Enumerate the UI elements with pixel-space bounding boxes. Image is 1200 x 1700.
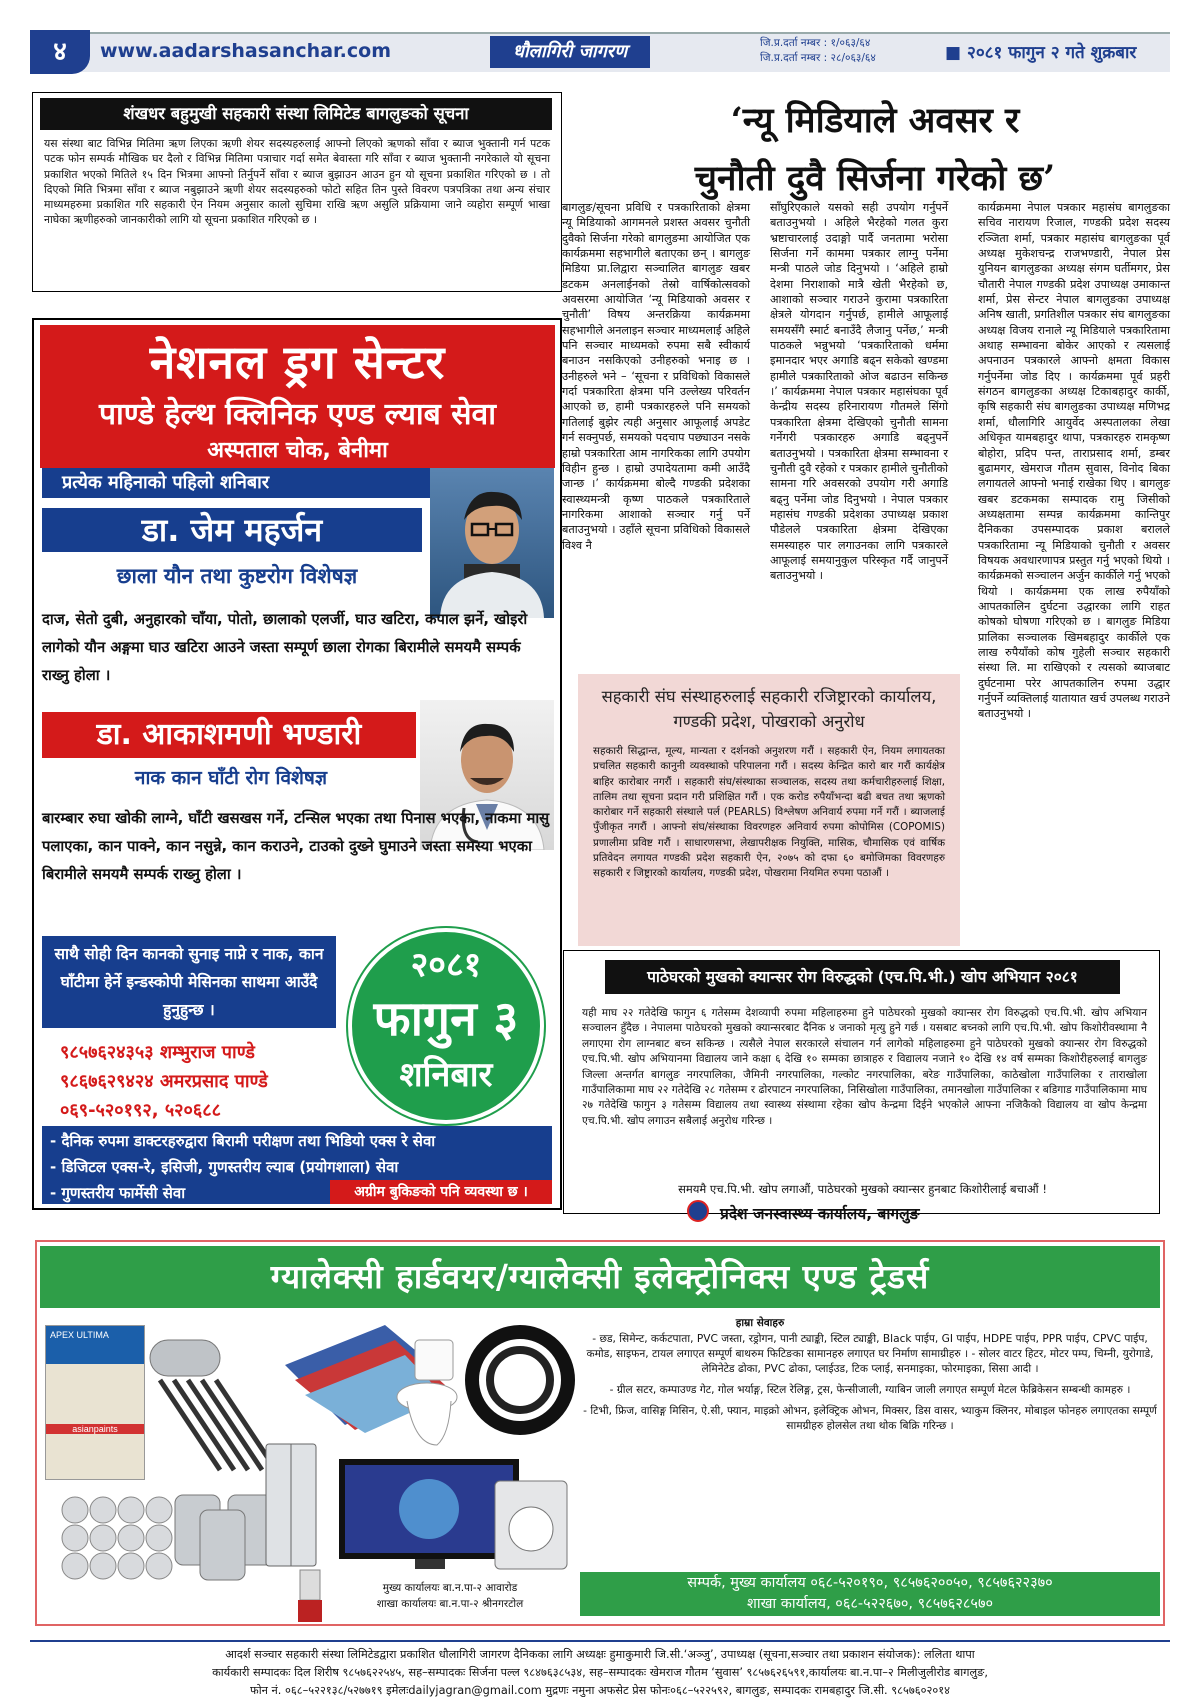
galaxy-offices: [335, 1580, 565, 1612]
booking-note: अग्रीम बुकिङको पनि व्यवस्था छ ।: [330, 1180, 552, 1204]
toilet-image: [385, 1335, 465, 1455]
drug-ad-first-saturday: प्रत्येक महिनाको पहिलो शनिबार: [42, 468, 430, 498]
hpv-notice-body: यही माघ २२ गतेदेखि फागुन ६ गतेसम्म देशव्यापी रुपमा महिलाहरुमा हुने पाठेघरको मुखको क्यान्सर रोग विरुद्धको एच.पि.भी. खोप अभियान सञ्चालन हुँदैछ । नेपालमा पाठेघरको मुखको क्यान्सरबाट दैनिक ४ जनाको मृत्यु हुने गर्छ । यसबाट बच्नको लागि एच.पि.भी. खोप किशोरीवस्थामा नै लगाएमा रोग लाग्नबाट बच्न सकिन्छ । त्यसैले नेपाल सरकारले संचालन गर्न लागेको महिलाहरुमा हुने पाठेघरको मुखको क्यान्सर रोग विरुद्धको एच.पि.भी. खोप अभियानमा विद्यालय जाने कक्षा ६ देखि १० सम्मका छात्राहरु र विद्यालय नजाने १० देखि १४ वर्ष सम्मका किशोरीहरुलाई बागलुङ जिल्ला अन्तर्गत बागलुङ नगरपालिका, जैमिनी नगरपालिका, गल्कोट नगरपालिका, बरेङ गाउँपालिका, काठेखोला गाउँपालिका र ताराखोला गाउँपालिकामा माघ २२ गतेदेखि २८ गतेसम्म र ढोरपाटन नगरपालिका, निसिखोला गाउँपालिका, तमानखोला गाउँपालिका र बडिगाड गाउँपालिकामा माघ २७ गतेदेखि फागुन ३ गतेसम्म विद्यालय तथा स्वास्थ्य संस्थामा रहेका खोप केन्द्रमा दिईने भएकोले आफ्ना नजिकैको विद्यालय वा खोप केन्द्रमा एच.पि.भी. खोप लगाउन सबैलाई अनुरोध गरिन्छ ।: [582, 1007, 1147, 1127]
drug-ad-location: अस्पताल चोक, बेनीमा: [207, 438, 388, 463]
drug-ad-subtitle: पाण्डे हेल्थ क्लिनिक एण्ड ल्याब सेवा: [99, 397, 496, 432]
date-day: शनिबार: [399, 1055, 493, 1095]
article-column-2: साँघुरिएकाले यसको सही उपयोग गर्नुपर्ने बताउनुभयो । अहिले भैरहेको गलत कुरा भ्रष्टाचारलाई उदाङ्गो पार्दै जनतामा भरोसा सिर्जना गर्ने काममा पत्रकार लाग्नु पर्नेमा मन्त्री पाठले जोड दिनुभयो । ‘अहिले हाम्रो देशमा निराशाको मात्रै खेती भैरहेको छ, आशाको सञ्चार गराउने कुरामा पत्रकारिता क्षेत्रले योगदान गर्नुपर्छ, हामीले आफूलाई समयसँगै स्मार्ट बनाउँदै लैजानु पर्नेछ,’ मन्त्री पाठकले भन्नुभयो ‘पत्रकारिताको धर्ममा इमानदार भएर अगाडि बढ्न सकेको खण्डमा हामीले पत्रकारिताको ओज बढाउन सकिन्छ ।’ कार्यक्रममा नेपाल पत्रकार महासंघका पूर्व केन्द्रीय सदस्य हरिनारायण गौतमले सिंगो पत्रकारिता क्षेत्रमा देखिएको चुनौती सामना गर्नेगरी पत्रकारहरु अगाडि बढ्नुपर्ने बताउनुभयो । पत्रकारिता क्षेत्रमा सम्भावना र चुनौती दुवै रहेको र पत्रकार हामीले चुनौतीको सामना गरि अवसरको उपयोग गरी अगाडि बढ्नु पर्नेमा जोड दिनुभयो । नेपाल पत्रकार महासंघ गण्डकी प्रदेशका उपाध्यक्ष प्रकाश पौडेलले पत्रकारिता क्षेत्रमा देखिएका समस्याहरु पार लगाउनका लागि पत्रकारले आफूलाई समयानुकुल परिस्कृत गर्दै जानुपर्ने बताउनुभयो ।: [770, 201, 948, 583]
service-3: - गुणस्तरीय फार्मेसी सेवा: [50, 1184, 186, 1202]
page-number: ४: [30, 30, 90, 74]
date-month: फागुन ३: [373, 991, 519, 1047]
galaxy-service-2: - ग्रील सटर, कम्पाउण्ड गेट, गोल भर्याङ्ग, स्टिल रेलिङ्ग, ट्रस, फेन्सीजाली, ग्याबिन जाली लगाएत सम्पूर्ण मेटल फेब्रिकेसन सम्बन्धी कामहरु ।: [609, 1384, 1131, 1396]
mixer-image: [290, 1568, 330, 1628]
galaxy-services-heading: हाम्रा सेवाहरु: [735, 1317, 785, 1329]
website-link[interactable]: www.aadarshasanchar.com: [100, 40, 392, 62]
footer-line-1: आदर्श सञ्चार सहकारी संस्था लिमिटेडद्वारा प्रकाशित धौलागिरी जागरण दैनिकका लागि अध्यक्षः हुमाकुमारी जि.सी.‘अञ्जु’, उपाध्यक्ष (सूचना,सञ्चार तथा प्रकाशन संयोजक): ललिता थापा: [225, 1648, 975, 1661]
galaxy-services: [580, 1332, 1160, 1434]
hdpe-pipe-coil-image: [465, 1325, 575, 1435]
hpv-signature: प्रदेश जनस्वास्थ्य कार्यालय, बागलुङ: [720, 1205, 920, 1223]
galaxy-service-1: - छड, सिमेन्ट, कर्कटपाता, PVC जस्ता, रड्रोगन, पानी ट्याङ्की, स्टिल ट्याङ्की, Black पाईप, GI पाईप, HDPE पाईप, PPR पाईप, CPVC पाईप, कमोड, साइफन, टायल लगाएत सम्पूर्ण बाथरुम फिटिङका सामानहरु लगाएत घर निर्माण सामाग्रीहरु । - सोलर वाटर हिटर, मोटर पम्प, चिम्नी, युरोगाडे, लेमिनेटेड ढोका, PVC ढोका, प्लाईउड, टिक प्लाई, सनमाइका, फोरमाइका, सिसा आदी ।: [586, 1333, 1154, 1375]
washing-machine-image: [485, 1475, 575, 1575]
drug-ad-name: नेशनल ड्रग सेन्टर: [149, 335, 446, 389]
main-office: मुख्य कार्यालयः बा.न.पा-२ आवारोड: [382, 1582, 518, 1594]
hearing-test-note: साथै सोही दिन कानको सुनाइ नाप्ने र नाक, कान घाँटीमा हेर्ने इन्डस्कोपी मेसिनका साथमा आउँदै हुनुहुन्छ ।: [42, 936, 336, 1028]
phone-3: ०६९-५२०१९२, ५२०६८८: [60, 1100, 221, 1121]
refrigerator-image: [262, 1440, 322, 1570]
hpv-slogan: समयमै एच.पि.भी. खोप लगाऔं, पाठेघरको मुखको क्यान्सर हुनबाट किशोरीलाई बचाऔं !: [678, 1182, 1047, 1196]
notice-title: शंखधर बहुमुखी सहकारी संस्था लिमिटेड बागलुङको सूचना: [40, 98, 552, 130]
paint-brand-label: asianpaints: [46, 1424, 144, 1434]
service-1: - दैनिक रुपमा डाक्टरहरुद्वारा बिरामी परीक्षण तथा भिडियो एक्स रे सेवा: [50, 1132, 436, 1150]
headline-line-1: ‘न्यू मिडियाले अवसर र: [730, 100, 1020, 141]
galaxy-contact-main: सम्पर्क, मुख्य कार्यालय ०६८-५२०१९०, ९८५७६२००५०, ९८५७६२२३७०: [687, 1575, 1053, 1591]
doctor1-photo: [430, 468, 554, 618]
galaxy-contact: [580, 1572, 1160, 1616]
date-year: २०८१: [410, 945, 482, 985]
galaxy-ad-title: ग्यालेक्सी हार्डवयर/ग्यालेक्सी इलेक्ट्रोनिक्स एण्ड ट्रेडर्स: [40, 1246, 1160, 1308]
reg-line-1: जि.प्र.दर्ता नम्बर : १/०६३/६४: [760, 37, 871, 49]
branch-office: शाखा कार्यालयः बा.न.पा-२ श्रीनगरटोल: [376, 1598, 524, 1610]
coop-notice-title: सहकारी संघ संस्थाहरुलाई सहकारी रजिष्ट्रारको कार्यालय, गण्डकी प्रदेश, पोखराको अनुरोध: [601, 687, 937, 731]
reg-line-2: जि.प्र.दर्ता नम्बर : २८/०६३/६४: [760, 52, 876, 64]
footer-imprint: [30, 1646, 1170, 1700]
article-column-1: बागलुङ/सूचना प्रविधि र पत्रकारिताको क्षेत्रमा न्यू मिडियाको आगमनले प्रशस्त अवसर चुनौती दुवैको सिर्जना गरेको बागलुङमा आयोजित एक कार्यक्रममा सहभागीले बताएका छन् । बागलुङ मिडिया प्रा.लिद्वारा सञ्चालित बागलुङ खबर डटकम अनलाईनको तेस्रो वार्षिकोत्सवको अवसरमा आयोजित ‘न्यू मिडियाको अवसर र चुनौती’ विषय अन्तरक्रिया कार्यक्रममा सहभागीले अनलाइन सञ्चार माध्यमलाई अहिले पनि सञ्चार माध्यमको रुपमा सबै स्वीकार्य बनाउन नसकिएको उनीहरुको भनाइ छ । उनीहरुले भने – ‘सूचना र प्रविधिको विकासले गर्दा पत्रकारिता क्षेत्रमा पनि उल्लेख्य परिवर्तन आएको छ, हामी पत्रकारहरुले पनि समयको गतिलाई बुझेर त्यही अनुसार आफूलाई अपडेट गर्न सक्नुपर्छ, समयको पदचाप पछ्याउन नसके हाम्रो पत्रकारिता आम नागरिकका लागि उपयोग विहीन हुन्छ । हाम्रो उपादेयतामा कमी आउँदै जान्छ ।’ कार्यक्रममा बोल्दै गण्डकी प्रदेशका स्वास्थ्यमन्त्री कृष्ण पाठकले पत्रकारिताले नागरिकमा आशाको सञ्चार गर्नु पर्ने बताउनुभयो । उहाँले सूचना प्रविधिको विकासले विश्व नै: [562, 201, 750, 552]
doctor2-specialty: नाक कान घाँटी रोग विशेषज्ञ: [134, 767, 328, 789]
coop-notice-body: सहकारी सिद्धान्त, मूल्य, मान्यता र दर्शनको अनुशरण गरौं । सहकारी ऐन, नियम लगायतका प्रचलित सहकारी कानुनी व्यवस्थाको परिपालना गरौं । सदस्य केन्द्रित कारो बार गरौं कार्यक्षेत्र बाहिर कारोबार नगरौं । सहकारी संघ/संस्थाका सञ्चालक, सदस्य तथा कर्मचारीहरुलाई शिक्षा, तालिम तथा सूचना प्रदान गरी प्रशिक्षित गरौं । एक करोड रुपैयाँभन्दा बढी बचत तथा ऋणको कारोबार गर्ने सहकारी संस्थाले पर्ल (PEARLS) विश्लेषण अनिवार्य रुपमा गर्ने गरौं । ब्याजलाई पुँजीकृत नगरौं । आफ्नो संघ/संस्थाका विवरणहरु अनिवार्य रुपमा कोपोमिस (COPOMIS) प्रणालीमा प्रविष्ट गरौं । साधारणसभा, लेखापरीक्षक नियुक्ति, मासिक, चौमासिक एवं वार्षिक प्रतिवेदन लगायत गण्डकी प्रदेश सहकारी ऐन, २०७५ को दफा ६० बमोजिमका विवरणहरु सहकारी र जिष्ट्रारको कार्यालय, गण्डकी प्रदेश, पोखरामा नियमित रुपमा पठाऔं ।: [593, 745, 945, 880]
doctor1-description: दाज, सेतो दुबी, अनुहारको चाँया, पोतो, छालाको एलर्जी, घाउ खटिरा, कपाल झर्ने, खोइरो लागेको यौन अङ्गमा घाउ खटिरा आउने जस्ता सम्पूर्ण छाला रोगका बिरामीले समयमै सम्पर्क राख्नु होला ।: [42, 611, 528, 684]
paint-product-label: APEX ULTIMA: [46, 1326, 144, 1364]
galaxy-service-3: - टिभी, फ्रिज, वासिङ्ग मिसिन, ऐ.सी, फ्यान, माइक्रो ओभन, इलेक्ट्रिक ओभन, मिक्सर, डिस वासर, भ्याकुम क्लिनर, मोबाइल फोनहरु लगाएतका सम्पूर्ण सामग्रीहरु होलसेल तथा थोक बिक्रि गरिन्छ ।: [583, 1405, 1157, 1432]
paint-bucket-image: [45, 1325, 145, 1480]
nepal-emblem-icon: [687, 1200, 709, 1222]
notice-body: यस संस्था बाट विभिन्न मितिमा ऋण लिएका ऋणी शेयर सदस्यहरुलाई आफ्नो लिएको ऋणको साँवा र ब्याज भुक्तानी गर्न पटक पटक फोन सम्पर्क मौखिक घर दैलो र विभिन्न मितिमा पत्राचार गर्दा समेत बेवास्ता गरि साँवा र ब्याज भुक्तानी नगरेकाले यो सूचना प्रकाशित भएको मितिले १५ दिन भित्रमा आफ्नो तिर्नुपर्ने साँवा र ब्याज बुझाउन आउन हुन यो सूचना प्रकाशित गरिएको छ । तो दिएको मिति भित्रमा साँवा र ब्याज नबुझाउने ऋणी शेयर सदस्यहरुको फोटो सहित तिन पुस्ते विवरण पत्रपत्रिका तथा अन्य संचार माध्यमहरुमा प्रकाशित गरि सहकारी ऐन नियम अनुसार कालो सुचिमा राखि ऋण असुलि प्रक्रियामा जाने व्यहोरा सम्पूर्ण भाखा नाघेका ऋणीहरुको जानकारीको लागि यो सूचना प्रकाशित गरिएको छ ।: [44, 137, 550, 227]
article-headline: [600, 92, 1150, 208]
footer-divider: [30, 1640, 1170, 1642]
doctor1-name: डा. जेम महर्जन: [42, 508, 422, 552]
doctor2-description: बारम्बार रुघा खोकी लाग्ने, घाँटी खसखस गर्ने, टन्सिल भएका तथा पिनास भएका, नाकमा मासु पलाएका, कान पाक्ने, कान नसुन्ने, कान कराउने, टाउको दुख्ने घुमाउने जस्ता समस्या भएका बिरामीले समयमै सम्पर्क राख्नु होला ।: [42, 810, 550, 883]
phone-1: ९८५७६२४३५३ शम्भुराज पाण्डे: [60, 1042, 255, 1063]
phone-2: ९८६७६२९४२४ अमरप्रसाद पाण्डे: [60, 1071, 268, 1092]
registration-numbers: [760, 36, 876, 66]
drug-ad-phones: [42, 1038, 342, 1125]
galaxy-contact-branch: शाखा कार्यालय, ०६८-५२२६७०, ९८५७६२८५७०: [746, 1596, 994, 1612]
hpv-notice-title: पाठेघरको मुखको क्यान्सर रोग विरुद्धको (एच.पि.भी.) खोप अभियान २०८१: [605, 960, 1120, 994]
doctor2-name: डा. आकाशमणी भण्डारी: [42, 712, 416, 758]
doctor1-specialty: छाला यौन तथा कुष्टरोग विशेषज्ञ: [116, 564, 358, 588]
headline-line-2: चुनौती दुवै सिर्जना गरेको छ’: [694, 158, 1056, 199]
article-column-3: कार्यक्रममा नेपाल पत्रकार महासंघ बागलुङका सचिव नारायण रिजाल, गण्डकी प्रदेश सदस्य रञ्जिता शर्मा, पत्रकार महासंघ बागलुङका पूर्व अध्यक्ष मुकेशचन्द्र राजभण्डारी, नेपाल प्रेस युनियन बागलुङका अध्यक्ष संगम घर्तीमगर, प्रेस चौतारी नेपाल गण्डकी प्रदेश उपाध्यक्ष उमाकान्त शर्मा, प्रेस सेन्टर नेपाल बागलुङका उपाध्यक्ष अनिष खाती, प्रगतिशील पत्रकार संघ बागलुङका अध्यक्ष विजय रानाले न्यू मिडियाले पत्रकारितामा अथाह सम्भावना बोकेर आएको र त्यसलाई अपनाउन पत्रकारले आफ्नो क्षमता विकास गर्नुपर्नेमा जोड दिए । कार्यक्रममा पूर्व प्रहरी संगठन बागलुङका अध्यक्ष टिकाबहादुर कार्की, कृषि सहकारी संघ बागलुङका उपाध्यक्ष मणिभद्र शर्मा, धौलागिरि आयुर्वेद अस्पतालका लेखा अधिकृत यामबहादुर थापा, पत्रकारहरु रामकृष्ण बोहोरा, प्रदिप पन्त, ताराप्रसाद शर्मा, डम्बर बुढामगर, खेमराज गौतम सुवास, विनोद बिका लगायतले आफ्नो भनाई राखेका थिए । बागलुङ खबर डटकमका सम्पादक रामु जिसीको अध्यक्षतामा सम्पन्न कार्यक्रममा कान्तिपुर दैनिकका उपसम्पादक प्रकाश बरालले पत्रकारितामा न्यू मिडियाको चुनौती र अवसर विषयक अवधारणापत्र प्रस्तुत गर्नु भएको थियो । कार्यक्रमको सञ्चालन अर्जुन कार्कीले गर्नु भएको थियो । कार्यक्रममा एक लाख रुपैयाँको आपतकालिन दुर्घटना उद्धारका लागि राहत कोषको घोषणा गरिएको छ । बागलुङ मिडिया प्रालिका सञ्चालक खिमबहादुर कार्कीले एक लाख रुपैयाँको कोष गुहेली सञ्चार सहकारी संस्था लि. मा राखिएको र त्यसको ब्याजबाट दुर्घटनामा परेर आपतकालिन रुपमा उद्धार गर्नुपर्ने व्यक्तिलाई यातायात खर्च उपलब्ध गराउने बताउनुभयो ।: [978, 201, 1170, 721]
footer-line-3: फोन नं. ०६८–५२२१३८/५२७७१९ इमेलःdailyjagran@gmail.com मुद्रणः नमुना अफसेट प्रेस फोनः०६८–५२२५९२, बागलुङ, सम्पादकः रामबहादुर जि.सी. ९८५७६०२०१४: [250, 1684, 950, 1697]
service-2: - डिजिटल एक्स-रे, इसिजी, गुणस्तरीय ल्याब (प्रयोगशाला) सेवा: [50, 1158, 399, 1176]
footer-line-2: कार्यकारी सम्पादकः दिल शिरीष ९८५७६२२५४५, सह–सम्पादकः सिर्जना पल्ल ९८४७६३८५३४, सह–सम्पादकः खेमराज गौतम ‘सुवास’ ९८५७६२६५९१,कार्यालयः बा.न.पा–२ मिलीजुलीरोड बागलुङ,: [212, 1666, 988, 1679]
masthead-logo: धौलागिरी जागरण: [490, 36, 650, 68]
issue-date: ■ २०८१ फागुन २ गते शुक्रबार: [945, 43, 1137, 63]
